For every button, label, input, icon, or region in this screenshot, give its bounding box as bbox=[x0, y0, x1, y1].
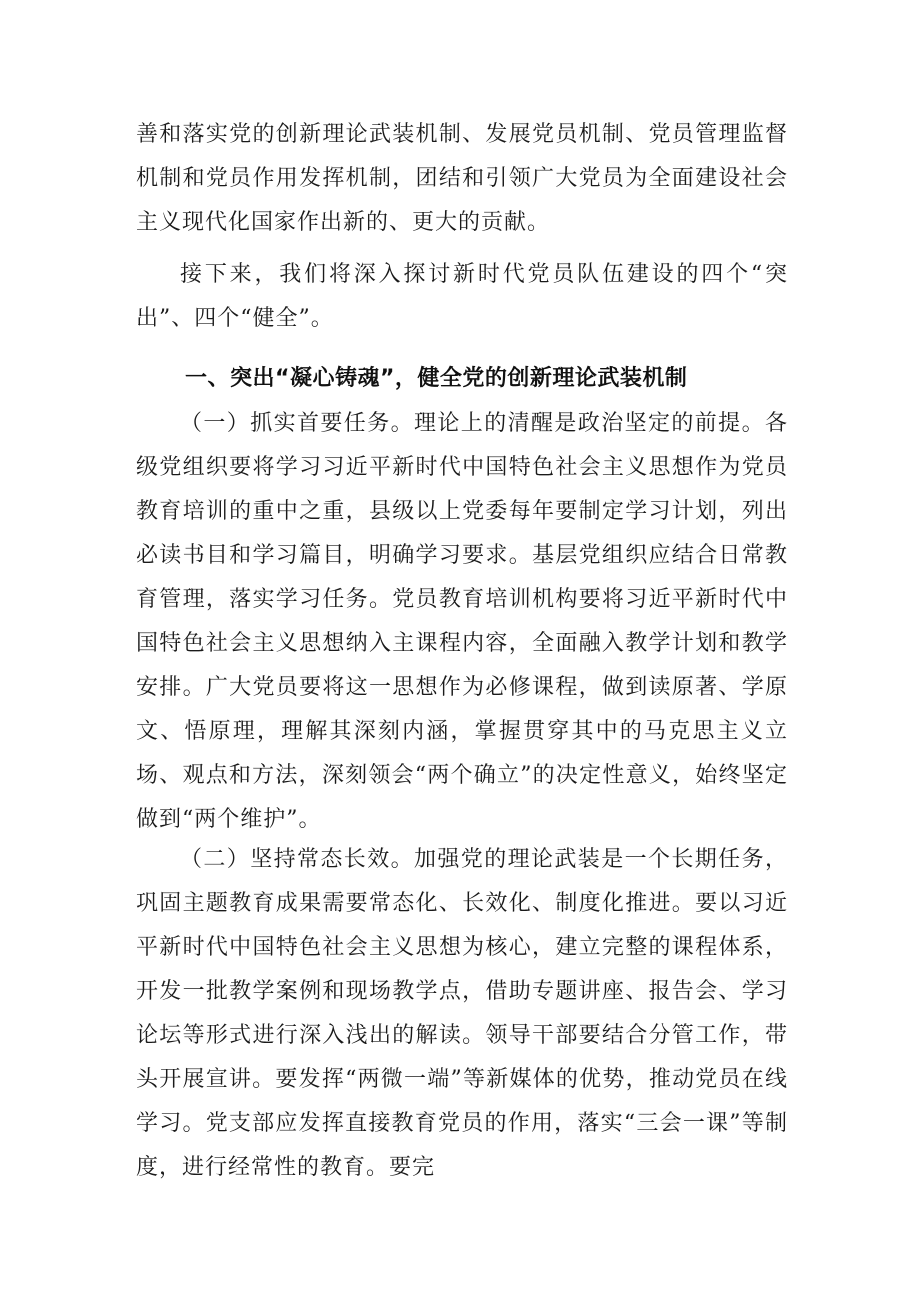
section-paragraph: （二）坚持常态长效。加强党的理论武装是一个长期任务，巩固主题教育成果需要常态化、长效化、制度化推进。要以习近平新时代中国特色社会主义思想为核心，建立完整的课程体系，开发一批教学案例和现场教学点，借助专题讲座、报告会、学习论坛等形式进行深入浅出的解读。领导干部要结合分管工作，带头开展宣讲。要发挥“两微一端”等新媒体的优势，推动党员在线学习。党支部应发挥直接教育党员的作用，落实“三会一课”等制度，进行经常性的教育。要完 bbox=[136, 847, 788, 1180]
section-heading: 一、突出“凝心铸魂”，健全党的创新理论武装机制 bbox=[185, 366, 688, 391]
body-paragraph: 善和落实党的创新理论武装机制、发展党员机制、党员管理监督机制和党员作用发挥机制，团结和引领广大党员为全面建设社会主义现代化国家作出新的、更大的贡献。 bbox=[136, 122, 788, 235]
body-paragraph: 接下来，我们将深入探讨新时代党员队伍建设的四个“突出”、四个“健全”。 bbox=[136, 262, 788, 331]
section-paragraph: （一）抓实首要任务。理论上的清醒是政治坚定的前提。各级党组织要将学习习近平新时代中国特色社会主义思想作为党员教育培训的重中之重，县级以上党委每年要制定学习计划，列出必读书目和学习篇目，明确学习要求。基层党组织应结合日常教育管理，落实学习任务。党员教育培训机构要将习近平新时代中国特色社会主义思想纳入主课程内容，全面融入教学计划和教学安排。广大党员要将这一思想作为必修课程，做到读原著、学原文、悟原理，理解其深刻内涵，掌握贯穿其中的马克思主义立场、观点和方法，深刻领会“两个确立”的决定性意义，始终坚定做到“两个维护”。 bbox=[136, 411, 788, 832]
